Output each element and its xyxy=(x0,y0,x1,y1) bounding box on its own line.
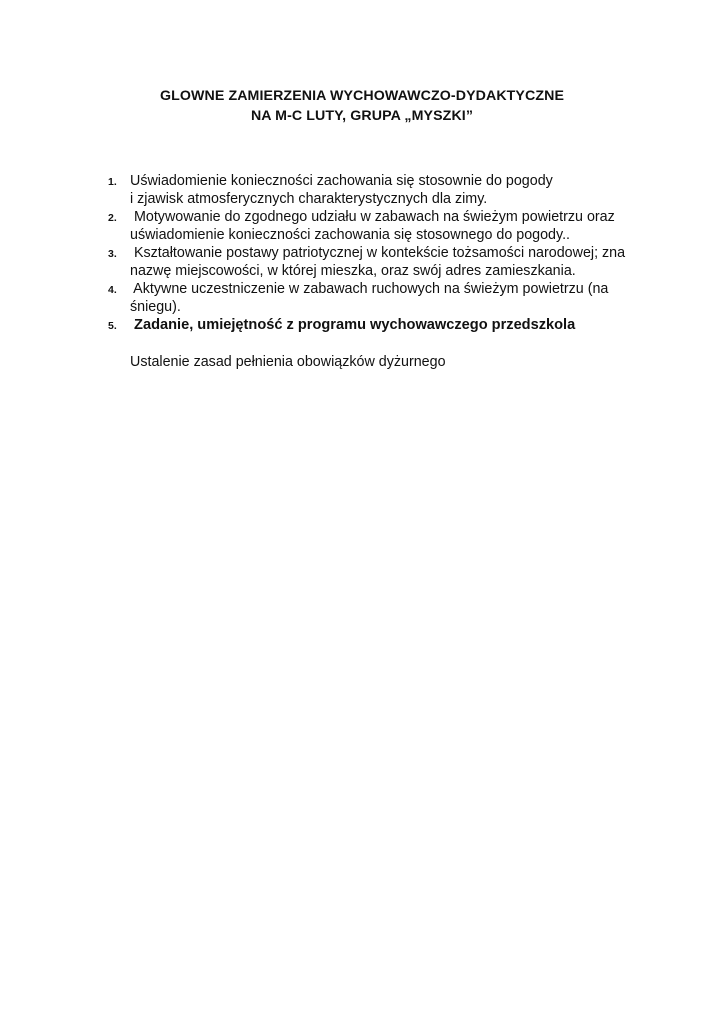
list-item xyxy=(108,172,668,208)
list-item-text xyxy=(130,280,668,316)
list-item-line: Motywowanie do zgodnego udziału w zabawach na świeżym powietrzu oraz xyxy=(130,209,615,225)
list-item-number: 5. xyxy=(108,320,117,332)
list-item xyxy=(108,244,668,280)
list-item-line: Aktywne uczestniczenie w zabawach ruchowych na świeżym powietrzu (na xyxy=(130,281,609,297)
note-text: Ustalenie zasad pełnienia obowiązków dyżurnego xyxy=(130,354,446,370)
list-item-text xyxy=(130,172,668,208)
list-item-text xyxy=(130,208,668,244)
list-item-line: Uświadomienie konieczności zachowania się stosownie do pogody xyxy=(130,173,553,189)
document-title xyxy=(0,86,724,126)
list-item-line: Zadanie, umiejętność z programu wychowawczego przedszkola xyxy=(130,317,576,333)
list-item xyxy=(108,208,668,244)
list-item-number: 4. xyxy=(108,284,117,296)
list-item-text xyxy=(130,316,668,334)
list-item-line: uświadomienie konieczności zachowania się stosownego do pogody.. xyxy=(130,227,571,243)
list-item-line: i zjawisk atmosferycznych charakterystycznych dla zimy. xyxy=(130,191,488,207)
list-item xyxy=(108,316,668,334)
list-item-line: nazwę miejscowości, w której mieszka, oraz swój adres zamieszkania. xyxy=(130,263,576,279)
list-item-text xyxy=(130,244,668,280)
list-item xyxy=(108,280,668,316)
objectives-list xyxy=(108,172,668,334)
list-item-line: śniegu). xyxy=(130,299,181,315)
list-item-number: 3. xyxy=(108,248,117,260)
title-line-2: NA M-C LUTY, GRUPA „MYSZKI” xyxy=(250,108,474,124)
title-line-1: GLOWNE ZAMIERZENIA WYCHOWAWCZO-DYDAKTYCZNE xyxy=(159,88,565,104)
list-item-number: 2. xyxy=(108,212,117,224)
list-item-line: Kształtowanie postawy patriotycznej w kontekście tożsamości narodowej; zna xyxy=(130,245,626,261)
list-item-number: 1. xyxy=(108,176,117,188)
